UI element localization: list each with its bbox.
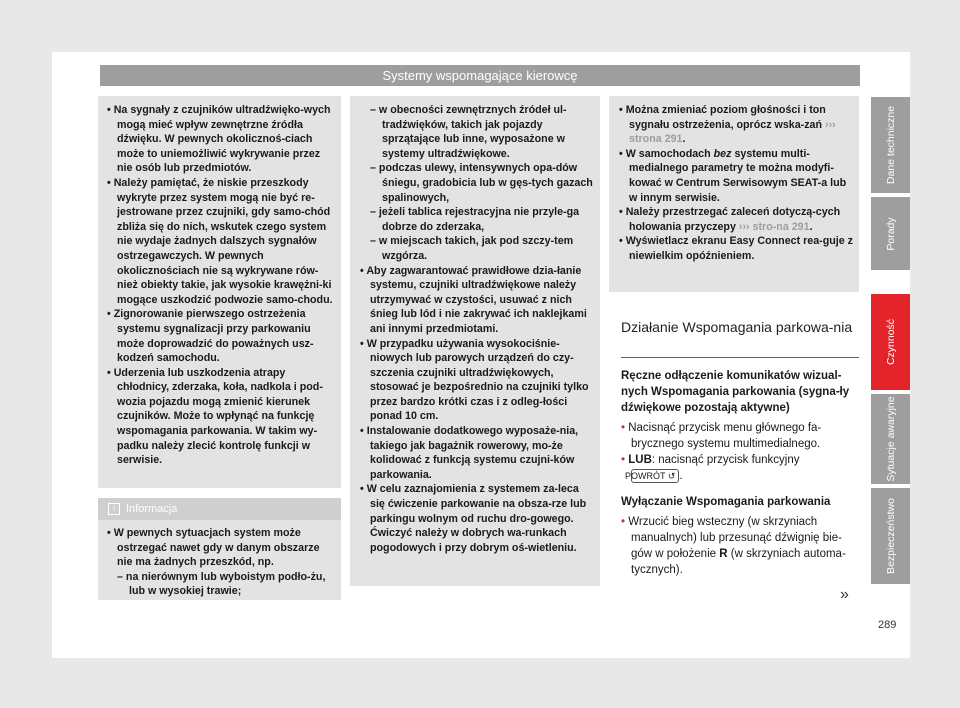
warning-bullet-3: • Zignorowanie pierwszego ostrzeżenia systemu sygnalizacji przy parkowaniu może doprowadzić do poważnych usz-kodzeń samochodu. [107,308,314,365]
warning-text [107,103,335,468]
continue-marker: » [840,586,849,603]
right-bullet-2: • W samochodach bez systemu multi-medialnego parametry te można modyfi-kować w Centrum Serwisowym SEAT-a lub w innym serwisie. [619,147,847,204]
info-title: Informacja [126,503,178,515]
middle-bullet-3: • Instalowanie dodatkowego wyposaże-nia, takiego jak bagażnik rowerowy, mo-że kolidować z funkcją systemu czujni-ków parkowania. [360,425,579,481]
middle-dash-3: – jeżeli tablica rejestracyjna nie przyle-ga dobrze do zderzaka, [370,206,580,233]
info-header [98,498,341,520]
warning-bullet-1: • Na sygnały z czujników ultradźwięko-wych mogą mieć wpływ zewnętrzne źródła dźwięku. W pewnych okolicznoś-ciach może to uniemożliwić wykrywanie przez nie osób lub przedmiotów. [107,104,331,175]
info-icon: i [108,503,120,515]
link-strona-291-b[interactable]: ››› stro-na 291 [738,220,810,233]
warning-bullet-2: • Należy pamiętać, że niskie przeszkody wykryte przez system mogą nie być re-jestrowane przez czujniki, gdy samo-chód zbliża się do nich, wskutek czego system nie wydaje żadnych dalszych sygnałów ostrzegawczych. W pewnych okolicznościach nie są wykrywane rów-nież obiekty takie, jak wysokie krawężni-ki mogące uszkodzić podwozie samo-chodu. [107,176,333,306]
tab-bezpieczenstwo[interactable]: Bezpieczeństwo [871,488,910,584]
link-strona-291[interactable]: ››› strona 291 [629,118,836,146]
warning-bullet-4: • Uderzenia lub uszkodzenia atrapy chłodnicy, zderzaka, koła, nadkola i pod-wozia pojazdu mogą zmienić kierunek czujników. Może to wpłynąć na funkcję wspomagania parkowania. W takim wy-padku należy zlecić kontrolę funkcji w serwisie. [107,366,323,467]
middle-dash-1: – w obecności zewnętrznych źródeł ul-tradźwięków, takich jak pojazdy sprzątające lub inne, wyposażone w systemy ultradźwiękowe. [370,104,567,160]
section-heading: Działanie Wspomagania parkowa-nia [621,319,853,335]
step-2: • LUB: nacisnąć przycisk funkcyjny POWRÓT ↺ . [621,454,800,482]
info-text [107,526,335,599]
info-bullet-1: • W pewnych sytuacjach system może ostrzegać nawet gdy w danym obszarze nie ma żadnych przeszkód, np. [107,527,320,569]
step-3: • Wrzucić bieg wsteczny (w skrzyniach manualnych) lub przesunąć dźwignię bie-gów w położenie R (w skrzyniach automa-tycznych). [621,516,846,576]
middle-dash-4: – w miejscach takich, jak pod szczy-tem wzgórza. [370,235,574,262]
subheading-1: Ręczne odłączenie komunikatów wizual-nych Wspomagania parkowania (sygna-ły dźwiękowe pozostają aktywne) [621,370,850,414]
right-bullet-3: • Należy przestrzegać zaleceń dotyczą-cych holowania przyczepy ››› stro-na 291. [619,206,841,233]
step-1: • Nacisnąć przycisk menu głównego fa-brycznego systemu multimedialnego. [621,422,822,450]
middle-bullet-4: • W celu zaznajomienia z systemem za-leca się ćwiczenie parkowanie na obsza-rze lub parkingu wolnym od ruchu dro-gowego. Ćwiczyć należy w dobrych wa-runkach pogodowych i przy dobrym oś-wietleniu. [360,483,587,554]
heading-rule [621,357,859,358]
middle-bullet-2: • W przypadku używania wysokociśnie-niowych lub parowych urządzeń do czy-szczenia czujniki ultradźwiękowych, stosować je bezpośrednio na czujniki tylko przez bardzo krótki czas i z odleg-łości ponad 10 cm. [360,337,589,423]
subheading-2: Wyłączanie Wspomagania parkowania [621,496,831,508]
page-number: 289 [878,619,897,631]
right-bullet-4: • Wyświetlacz ekranu Easy Connect rea-guje z niewielkim opóźnieniem. [619,235,854,262]
middle-text [360,103,594,555]
middle-dash-2: – podczas ulewy, intensywnych opa-dów śniegu, gradobicia lub w gęs-tych gazach spalinowych, [370,162,593,204]
tab-porady[interactable]: Porady [871,197,910,270]
powrot-key[interactable]: POWRÓT ↺ [631,469,679,483]
right-box-text [619,103,853,264]
tab-dane-techniczne[interactable]: Dane techniczne [871,97,910,193]
info-dash-1: – na nierównym lub wyboistym podło-żu, lub w wysokiej trawie; [117,570,326,598]
middle-bullet-1: • Aby zagwarantować prawidłowe dzia-łanie systemu, czujniki ultradźwiękowe należy utrzymywać w czystości, usuwać z nich śnieg lub lód i nie zakrywać ich naklejkami ani innymi przedmiotami. [360,264,587,335]
tab-czynnosc[interactable]: Czynność [871,294,910,390]
right-body [621,368,857,578]
tab-sytuacje-awaryjne[interactable]: Sytuacje awaryjne [871,394,910,484]
right-bullet-1: • Można zmieniać poziom głośności i ton sygnału ostrzeżenia, oprócz wska-zań ››› strona 291. [619,104,836,146]
page-header: Systemy wspomagające kierowcę [100,65,860,86]
